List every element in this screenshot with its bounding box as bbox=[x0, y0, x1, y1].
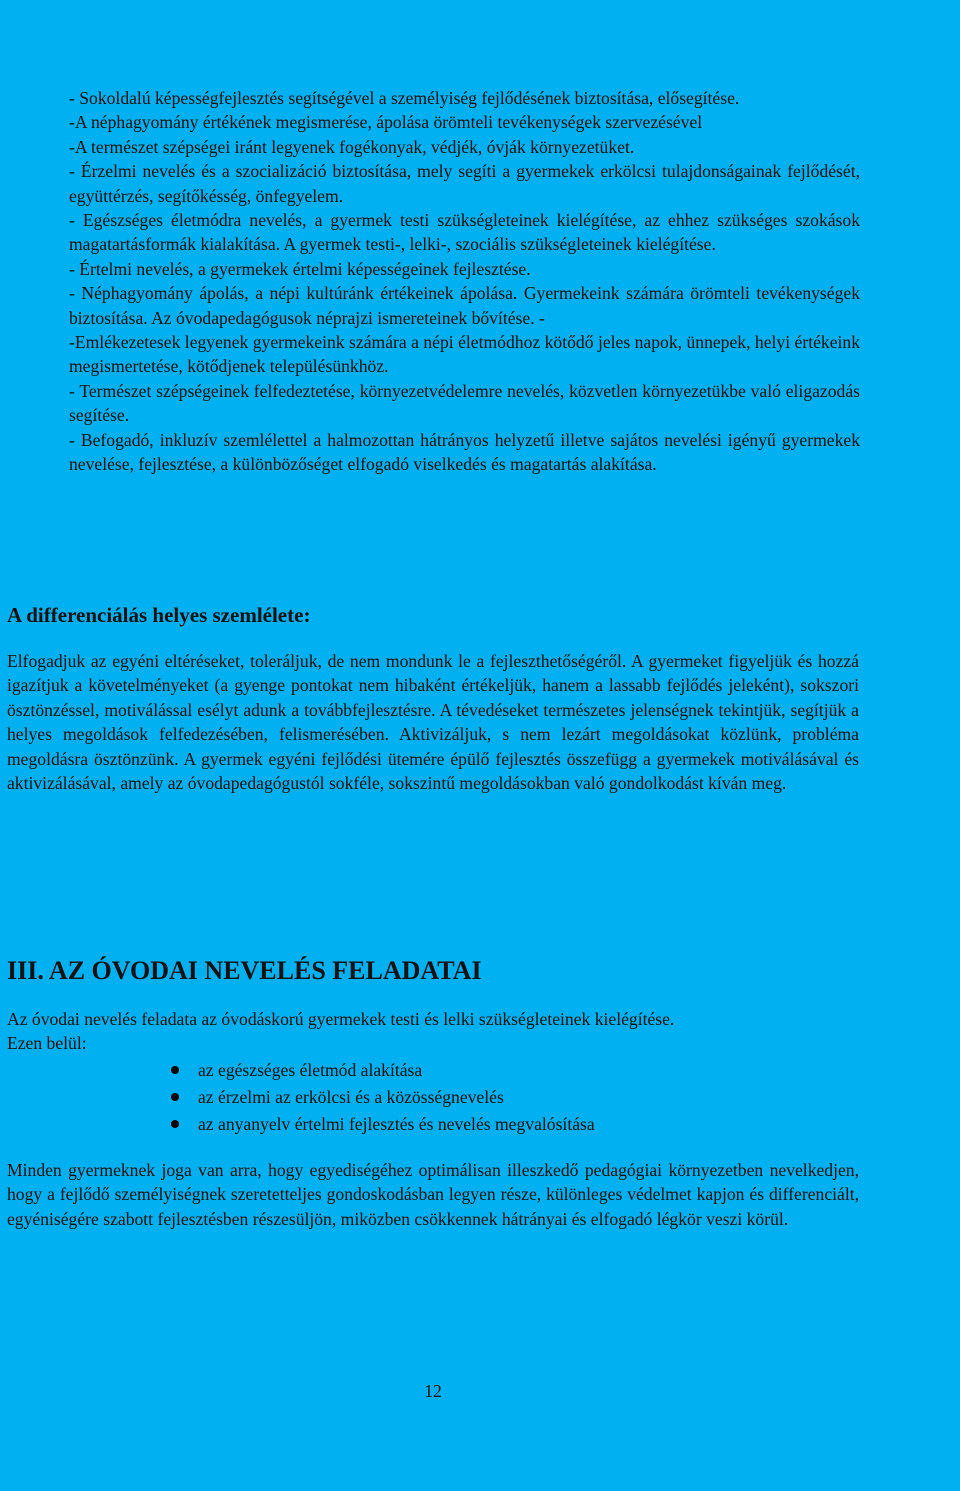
section-heading-differentiation: A differenciálás helyes szemlélete: bbox=[7, 603, 311, 627]
list-item bbox=[168, 1084, 868, 1111]
bullet-icon bbox=[171, 1066, 179, 1074]
goal-line: - Sokoldalú képességfejlesztés segítségével a személyiség fejlődésének biztosítása, elősegítése. bbox=[69, 88, 740, 108]
goal-line: -Emlékezetesek legyenek gyermekeink számára a népi életmódhoz kötődő jeles napok, ünnepek, helyi értékeink megismertetése, kötődjenek településünkhöz. bbox=[69, 332, 860, 377]
chapter-intro bbox=[7, 1007, 859, 1056]
page-number: 12 bbox=[424, 1381, 442, 1401]
chapter-intro-line: Ezen belül: bbox=[7, 1033, 87, 1054]
chapter-intro-line: Az óvodai nevelés feladata az óvodáskorú gyermekek testi és lelki szükségleteinek kielégítése. bbox=[7, 1009, 675, 1029]
goal-line: -A néphagyomány értékének megismerése, ápolása örömteli tevékenységek szervezésével bbox=[69, 112, 703, 133]
goal-line: - Befogadó, inkluzív szemlélettel a halmozottan hátrányos helyzetű illetve sajátos nevelési igényű gyermekek nevelése, fejlesztése, a különbözőséget elfogadó viselkedés és magatartás alakítása. bbox=[69, 429, 860, 475]
list-item-text: az érzelmi az erkölcsi és a közösségnevelés bbox=[198, 1086, 504, 1107]
goal-line: - Érzelmi nevelés és a szocializáció biztosítása, mely segíti a gyermekek erkölcsi tulajdonságainak fejlődését, együttérzés, segítőkésség, önfegyelem. bbox=[69, 161, 860, 206]
chapter-heading: III. AZ ÓVODAI NEVELÉS FELADATAI bbox=[7, 956, 482, 985]
tasks-bullet-list bbox=[168, 1057, 868, 1137]
closing-paragraph: Minden gyermeknek joga van arra, hogy egyediségéhez optimálisan illeszkedő pedagógiai környezetben nevelkedjen, hogy a fejlődő személyiségnek szeretetteljes gondoskodásban legyen része, különleges védelmet kapjon és differenciált, egyéniségére szabott fejlesztésben részesüljön, miközben csökkennek hátrányai és elfogadó légkör veszi körül. bbox=[7, 1160, 859, 1229]
goal-line: - Néphagyomány ápolás, a népi kultúránk értékeinek ápolása. Gyermekeink számára örömteli tevékenységek biztosítása. Az óvodapedagógusok néprajzi ismereteinek bővítése. - bbox=[69, 283, 860, 328]
closing-paragraph-container bbox=[7, 1158, 859, 1231]
differentiation-paragraph: Elfogadjuk az egyéni eltéréseket, toleráljuk, de nem mondunk le a fejleszthetőségéről. A gyermeket figyeljük és hozzá igazítjuk a követelményeket (a gyenge pontokat nem hibaként értékeljük, hanem a lassabb fejlődés jeleként), sokszori ösztönzéssel, motiválással esélyt adunk a továbbfejlesztésre. A tévedéseket természetes jelenségnek tekintjük, segítjük a helyes megoldások felfedezésében, felismerésében. Aktivizáljuk, s nem lezárt megoldásokat közlünk, probléma megoldásra ösztönzünk. A gyermek egyéni fejlődési ütemére épülő fejlesztés összefügg a gyermekek motiválásával és aktivizálásával, amely az óvodapedagógustól sokféle, sokszintű megoldásokban való gondolkodást kíván meg. bbox=[7, 651, 859, 794]
goal-line: - Értelmi nevelés, a gyermekek értelmi képességeinek fejlesztése. bbox=[69, 258, 531, 279]
goal-line: -A természet szépségei iránt legyenek fogékonyak, védjék, óvják környezetüket. bbox=[69, 136, 635, 157]
list-item-text: az anyanyelv értelmi fejlesztés és nevelés megvalósítása bbox=[198, 1113, 595, 1134]
list-item bbox=[168, 1111, 868, 1138]
intro-goals-list bbox=[69, 86, 860, 477]
list-item-text: az egészséges életmód alakítása bbox=[198, 1060, 423, 1080]
differentiation-paragraph-container bbox=[7, 649, 859, 795]
goal-line: - Egészséges életmódra nevelés, a gyermek testi szükségleteinek kielégítése, az ehhez szükséges szokások magatartásformák kialakítása. A gyermek testi-, lelki-, szociális szükségleteinek kielégítése. bbox=[69, 210, 860, 255]
bullet-icon bbox=[171, 1093, 179, 1101]
bullet-icon bbox=[171, 1120, 179, 1128]
goal-line: - Természet szépségeinek felfedeztetése, környezetvédelemre nevelés, közvetlen környezetükbe való eligazodás segítése. bbox=[69, 380, 860, 426]
list-item bbox=[168, 1057, 868, 1084]
